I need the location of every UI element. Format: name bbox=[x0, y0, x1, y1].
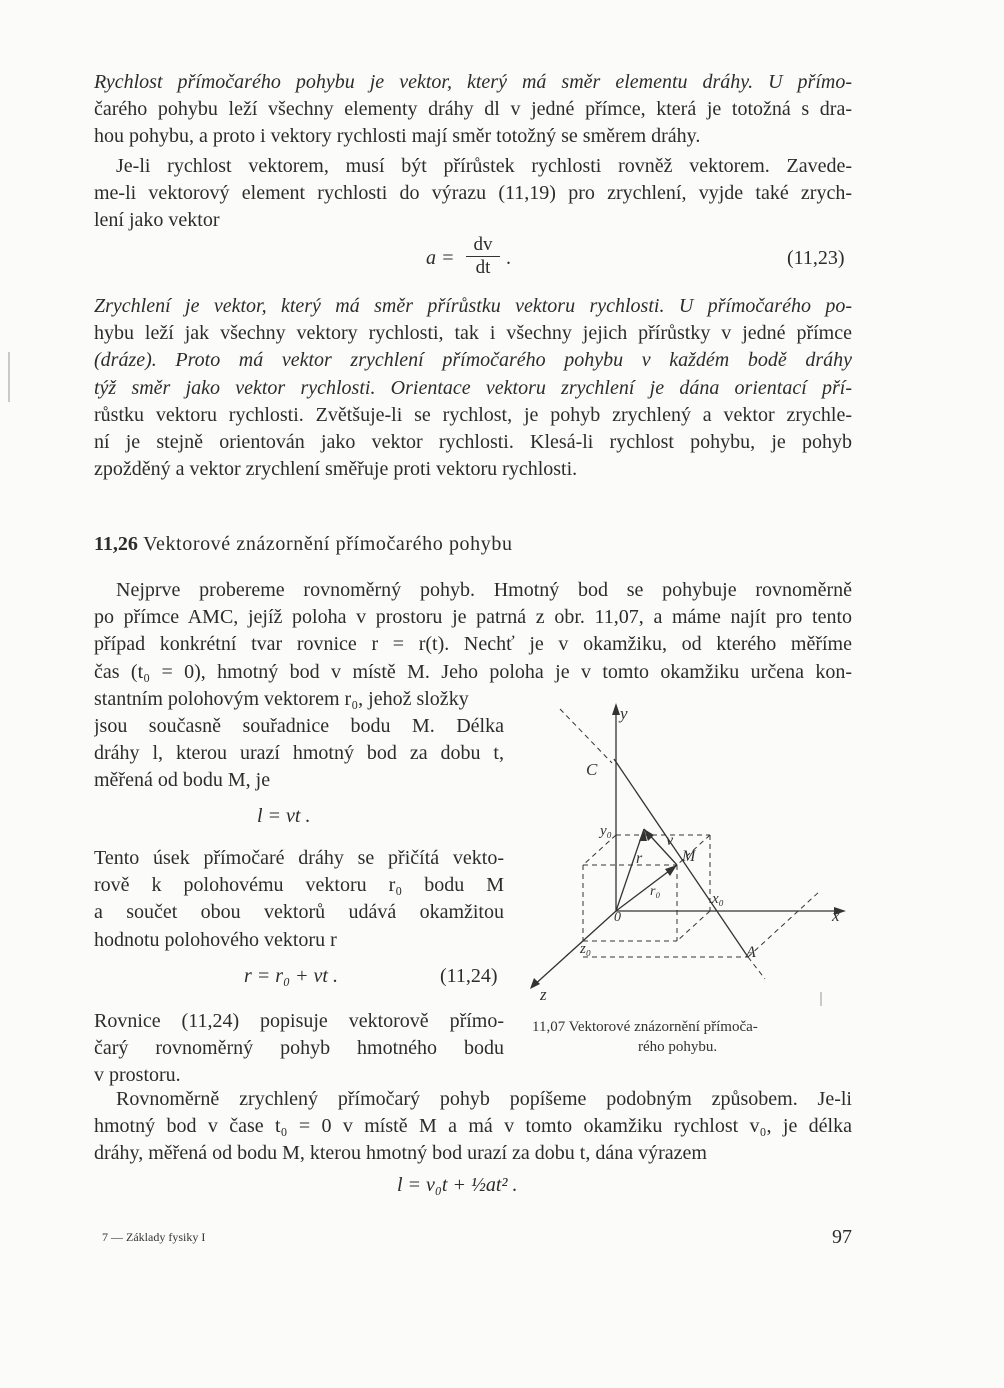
paragraph-acceleration-direction bbox=[94, 293, 852, 483]
label-z: z bbox=[540, 985, 547, 1004]
equation-11-24: r = r₀ + vt . bbox=[244, 965, 338, 987]
text-line: (dráze). Proto má vektor zrychlení přímočarého pohybu v každém bodě dráhy bbox=[94, 349, 852, 372]
text-line: v prostoru. bbox=[94, 1064, 181, 1087]
fraction-denominator: dt bbox=[475, 257, 491, 278]
label-z0: z₀ bbox=[580, 941, 592, 957]
text-line: po přímce AMC, jejíž poloha v prostoru je patrná z obr. 11,07, a máme najít pro tento bbox=[94, 606, 852, 629]
paragraph-velocity-vector bbox=[94, 69, 852, 151]
equation-number: (11,24) bbox=[440, 965, 498, 987]
label-x: x bbox=[832, 906, 840, 925]
label-r: r bbox=[636, 850, 643, 867]
label-y0: y₀ bbox=[600, 823, 612, 839]
text-line: Rovnoměrně zrychlený přímočarý pohyb popíšeme podobným způsobem. Je-li bbox=[116, 1088, 852, 1110]
equation-accelerated-path: l = v₀t + ½at² . bbox=[397, 1174, 518, 1196]
label-v: v bbox=[666, 832, 674, 849]
label-r0: r₀ bbox=[650, 884, 661, 899]
text-line: Tento úsek přímočaré dráhy se přičítá vekto- bbox=[94, 847, 504, 869]
text-line: dráhy l, kterou urazí hmotný bod za dobu t, bbox=[94, 742, 504, 765]
text-line: hmotný bod v čase t₀ = 0 v místě M a má v tomto okamžiku rychlost v₀, je délka bbox=[94, 1115, 852, 1138]
text-line: me-li vektorový element rychlosti do výrazu (11,19) pro zrychlení, vyjde také zrych- bbox=[94, 182, 852, 205]
figure-vector-diagram bbox=[520, 695, 850, 1005]
text-line: hodnotu polohového vektoru r bbox=[94, 928, 337, 951]
arrowhead-y bbox=[612, 703, 620, 715]
equation-fraction bbox=[466, 234, 500, 279]
equation-path-length: l = vt . bbox=[257, 805, 311, 827]
text-line: ní je stejně orientován jako vektor rychlosti. Klesá-li rychlost pohybu, je pohyb bbox=[94, 430, 852, 453]
text-line: týž směr jako vektor rychlosti. Orientace vektoru zrychlení je dána orientací pří- bbox=[94, 376, 852, 399]
text-line: Rovnice (11,24) popisuje vektorově přímo- bbox=[94, 1010, 504, 1032]
text-line: čarého pohybu leží všechny elementy dráhy dl v jedné přímce, která je totožná s dra- bbox=[94, 98, 852, 121]
page-number: 97 bbox=[832, 1226, 852, 1248]
text-line: hybu leží jak všechny vektory rychlosti, tak i všechny jejich přírůstky v jedné přímce bbox=[94, 322, 852, 345]
text-line: Zrychlení je vektor, který má směr přírůstku vektoru rychlosti. U přímočarého po- bbox=[94, 295, 852, 317]
paragraph-uniform-motion bbox=[94, 577, 852, 713]
section-title: Vektorové znázornění přímočarého pohybu bbox=[143, 533, 513, 555]
text-line: stantním polohovým vektorem r₀, jehož složky bbox=[94, 687, 469, 710]
fraction-numerator: dv bbox=[466, 234, 500, 257]
figure-caption bbox=[532, 1017, 852, 1057]
scan-mark bbox=[8, 352, 10, 402]
label-m: M bbox=[682, 848, 696, 865]
text-line: Rychlost přímočarého pohybu je vektor, který má směr elementu dráhy. U přímo- bbox=[94, 71, 852, 93]
text-line: růstku vektoru rychlosti. Zvětšuje-li se rychlost, je pohyb zrychlený a vektor zrychle- bbox=[94, 403, 852, 426]
arrowhead-r0 bbox=[665, 865, 677, 876]
label-a: A bbox=[746, 944, 756, 961]
equation-lhs: a = bbox=[426, 247, 455, 269]
label-origin: 0 bbox=[614, 910, 621, 925]
text-line: čarý rovnoměrný pohyb hmotného bodu bbox=[94, 1037, 504, 1060]
text-line: Nejprve probereme rovnoměrný pohyb. Hmotný bod se pohybuje rovnoměrně bbox=[116, 579, 852, 601]
caption-line: 11,07 Vektorové znázornění přímoča- bbox=[532, 1019, 758, 1035]
equation-number: (11,23) bbox=[787, 247, 845, 269]
text-line: dráhy, měřená od bodu M, kterou hmotný bod urazí za dobu t, dána výrazem bbox=[94, 1142, 707, 1165]
paragraph-accelerated-motion bbox=[94, 1086, 852, 1168]
text-line: rově k polohovému vektoru r₀ bodu M bbox=[94, 874, 504, 897]
text-line: měřená od bodu M, je bbox=[94, 769, 271, 792]
paragraph-uniform-summary bbox=[94, 1008, 504, 1090]
scan-mark bbox=[820, 992, 822, 1006]
equation-trail: . bbox=[506, 247, 511, 269]
paragraph-acceleration-intro bbox=[94, 153, 852, 235]
text-line: čas (t₀ = 0), hmotný bod v místě M. Jeho poloha je v tomto okamžiku určena kon- bbox=[94, 660, 852, 683]
text-line: lení jako vektor bbox=[94, 209, 220, 232]
text-line: Je-li rychlost vektorem, musí být přírůstek rychlosti rovněž vektorem. Zavede- bbox=[116, 155, 852, 177]
paragraph-vector-sum bbox=[94, 845, 504, 954]
caption-line: rého pohybu. bbox=[638, 1039, 718, 1055]
section-number: 11,26 bbox=[94, 533, 138, 555]
text-line: případ konkrétní tvar rovnice r = r(t). Nechť je v okamžiku, od kterého měříme bbox=[94, 633, 852, 656]
paragraph-uniform-motion-cont bbox=[94, 713, 504, 795]
vector-r bbox=[616, 829, 644, 911]
text-line: jsou současně souřadnice bodu M. Délka bbox=[94, 715, 504, 737]
text-line: a součet obou vektorů udává okamžitou bbox=[94, 901, 504, 924]
label-x0: x₀ bbox=[712, 891, 724, 907]
footer-book-title: 7 — Základy fysiky I bbox=[102, 1230, 206, 1244]
section-heading bbox=[94, 533, 513, 556]
arrowhead-z bbox=[530, 978, 540, 989]
text-line: zpožděný a vektor zrychlení směřuje proti vektoru rychlosti. bbox=[94, 458, 578, 481]
label-y: y bbox=[620, 704, 628, 723]
label-c: C bbox=[586, 760, 598, 779]
text-line: hou pohybu, a proto i vektory rychlosti mají směr totožný se směrem dráhy. bbox=[94, 125, 701, 148]
